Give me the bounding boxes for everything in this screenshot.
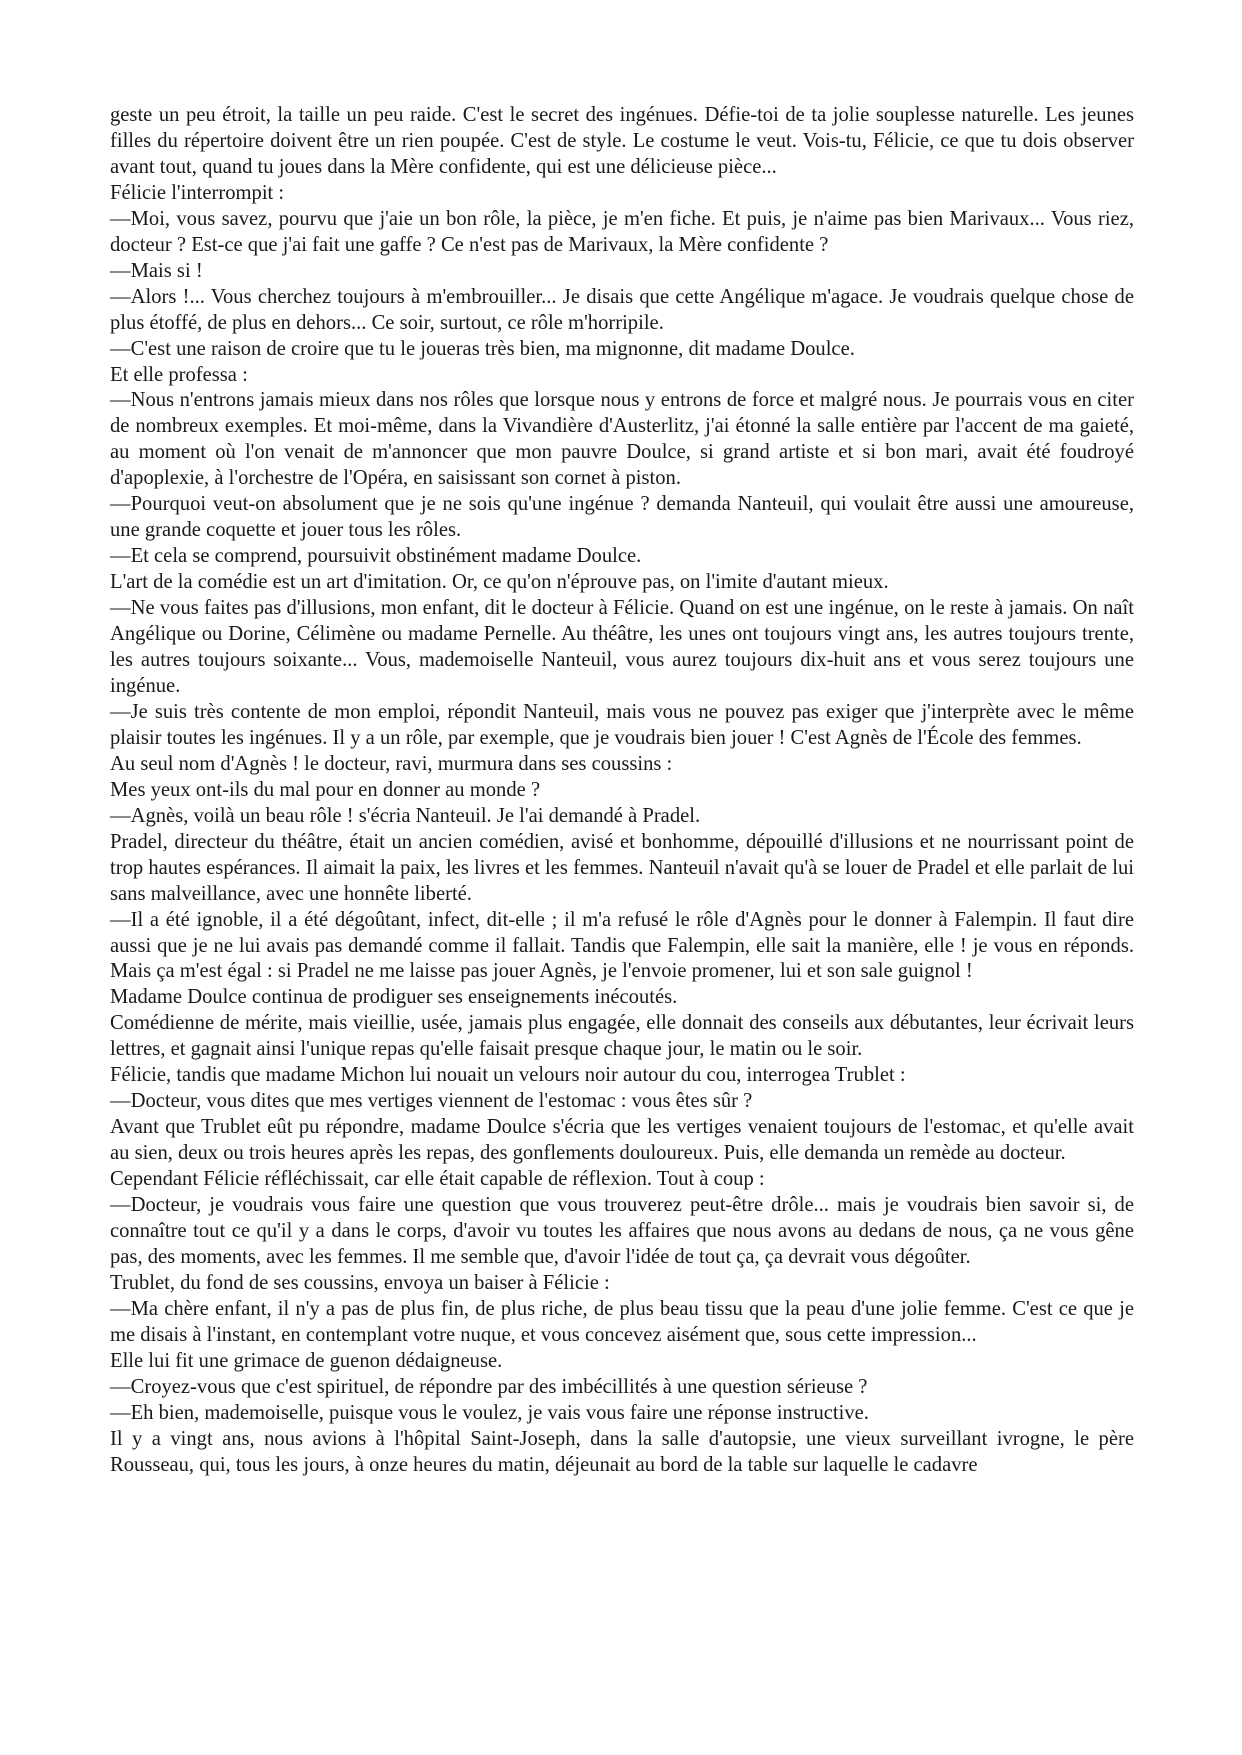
paragraph: Au seul nom d'Agnès ! le docteur, ravi, murmura dans ses coussins : <box>110 752 673 775</box>
paragraph: —Ma chère enfant, il n'y a pas de plus fin, de plus riche, de plus beau tissu que la peau d'une jolie femme. C'est ce que je me disais à l'instant, en contemplant votre nuque, et vous concevez aisément que, sous cette impression... <box>110 1297 1134 1346</box>
paragraph: —Docteur, vous dites que mes vertiges viennent de l'estomac : vous êtes sûr ? <box>110 1090 753 1113</box>
paragraph: Comédienne de mérite, mais vieillie, usée, jamais plus engagée, elle donnait des conseils aux débutantes, leur écrivait leurs lettres, et gagnait ainsi l'unique repas qu'elle faisait presque chaque jour, le matin ou le soir. <box>110 1012 1134 1061</box>
paragraph: —Moi, vous savez, pourvu que j'aie un bon rôle, la pièce, je m'en fiche. Et puis, je n'aime pas bien Marivaux... Vous riez, docteur ? Est-ce que j'ai fait une gaffe ? Ce n'est pas de Marivaux, la Mère confidente ? <box>110 207 1134 256</box>
paragraph: —Pourquoi veut-on absolument que je ne sois qu'une ingénue ? demanda Nanteuil, qui voulait être aussi une amoureuse, une grande coquette et jouer tous les rôles. <box>110 493 1134 542</box>
paragraph: —Alors !... Vous cherchez toujours à m'embrouiller... Je disais que cette Angélique m'agace. Je voudrais quelque chose de plus étoffé, de plus en dehors... Ce soir, surtout, ce rôle m'horripile. <box>110 285 1134 334</box>
paragraph: —Agnès, voilà un beau rôle ! s'écria Nanteuil. Je l'ai demandé à Pradel. <box>110 804 701 827</box>
paragraph: Mes yeux ont-ils du mal pour en donner au monde ? <box>110 778 541 801</box>
paragraph: —Eh bien, mademoiselle, puisque vous le voulez, je vais vous faire une réponse instructive. <box>110 1401 869 1424</box>
paragraph: Madame Doulce continua de prodiguer ses enseignements inécoutés. <box>110 986 678 1009</box>
paragraph: —Croyez-vous que c'est spirituel, de répondre par des imbécillités à une question sérieuse ? <box>110 1375 868 1398</box>
paragraph: Et elle professa : <box>110 363 248 386</box>
paragraph: geste un peu étroit, la taille un peu raide. C'est le secret des ingénues. Défie-toi de ta jolie souplesse naturelle. Les jeunes filles du répertoire doivent être un rien poupée. C'est de style. Le costume le veut. Vois-tu, Félicie, ce que tu dois observer avant tout, quand tu joues dans la Mère confidente, qui est une délicieuse pièce... <box>110 104 1134 178</box>
paragraph: Elle lui fit une grimace de guenon dédaigneuse. <box>110 1349 503 1372</box>
paragraph: —Docteur, je voudrais vous faire une question que vous trouverez peut-être drôle... mais je voudrais bien savoir si, de connaître tout ce qu'il y a dans le corps, d'avoir vu toutes les affaires que nous avons au dedans de nous, ça ne vous gêne pas, des moments, avec les femmes. Il me semble que, d'avoir l'idée de tout ça, ça devrait vous dégoûter. <box>110 1194 1134 1268</box>
paragraph: —Je suis très contente de mon emploi, répondit Nanteuil, mais vous ne pouvez pas exiger que j'interprète avec le même plaisir toutes les ingénues. Il y a un rôle, par exemple, que je voudrais bien jouer ! C'est Agnès de l'École des femmes. <box>110 700 1134 749</box>
paragraph: —Il a été ignoble, il a été dégoûtant, infect, dit-elle ; il m'a refusé le rôle d'Agnès pour le donner à Falempin. Il faut dire aussi que je ne lui avais pas demandé comme il fallait. Tandis que Falempin, elle sait la manière, elle ! je vous en réponds. Mais ça m'est égal : si Pradel ne me laisse pas jouer Agnès, je l'envoie promener, lui et son sale guignol ! <box>110 908 1134 983</box>
paragraph: —C'est une raison de croire que tu le joueras très bien, ma mignonne, dit madame Doulce. <box>110 337 855 360</box>
paragraph: —Mais si ! <box>110 259 203 282</box>
paragraph: Avant que Trublet eût pu répondre, madame Doulce s'écria que les vertiges venaient toujours de l'estomac, et qu'elle avait au sien, deux ou trois heures après les repas, des gonflements douloureux. Puis, elle demanda un remède au docteur. <box>110 1116 1134 1165</box>
paragraph: —Nous n'entrons jamais mieux dans nos rôles que lorsque nous y entrons de force et malgré nous. Je pourrais vous en citer de nombreux exemples. Et moi-même, dans la Vivandière d'Austerlitz, j'ai étonné la salle entière par l'accent de ma gaieté, au moment où l'on venait de m'annoncer que mon pauvre Doulce, si grand artiste et si bon mari, avait été foudroyé d'apoplexie, à l'orchestre de l'Opéra, en saisissant son cornet à piston. <box>110 389 1134 490</box>
paragraph: Cependant Félicie réfléchissait, car elle était capable de réflexion. Tout à coup : <box>110 1168 765 1191</box>
paragraph: Félicie l'interrompit : <box>110 181 285 204</box>
paragraph: —Ne vous faites pas d'illusions, mon enfant, dit le docteur à Félicie. Quand on est une ingénue, on le reste à jamais. On naît Angélique ou Dorine, Célimène ou madame Pernelle. Au théâtre, les unes ont toujours vingt ans, les autres toujours trente, les autres toujours soixante... Vous, mademoiselle Nanteuil, vous aurez toujours dix-huit ans et vous serez toujours une ingénue. <box>110 597 1134 697</box>
paragraph: Pradel, directeur du théâtre, était un ancien comédien, avisé et bonhomme, dépouillé d'illusions et ne nourrissant point de trop hautes espérances. Il aimait la paix, les livres et les femmes. Nanteuil n'avait qu'à se louer de Pradel et elle parlait de lui sans malveillance, avec une honnête liberté. <box>110 830 1134 905</box>
paragraph: Félicie, tandis que madame Michon lui nouait un velours noir autour du cou, interrogea Trublet : <box>110 1064 906 1087</box>
paragraph: —Et cela se comprend, poursuivit obstinément madame Doulce. <box>110 545 642 568</box>
paragraph: L'art de la comédie est un art d'imitation. Or, ce qu'on n'éprouve pas, on l'imite d'autant mieux. <box>110 571 889 594</box>
document-page <box>110 103 1134 1479</box>
paragraph: Il y a vingt ans, nous avions à l'hôpital Saint-Joseph, dans la salle d'autopsie, une vieux surveillant ivrogne, le père Rousseau, qui, tous les jours, à onze heures du matin, déjeunait au bord de la table sur laquelle le cadavre <box>110 1427 1134 1476</box>
paragraph: Trublet, du fond de ses coussins, envoya un baiser à Félicie : <box>110 1271 610 1294</box>
